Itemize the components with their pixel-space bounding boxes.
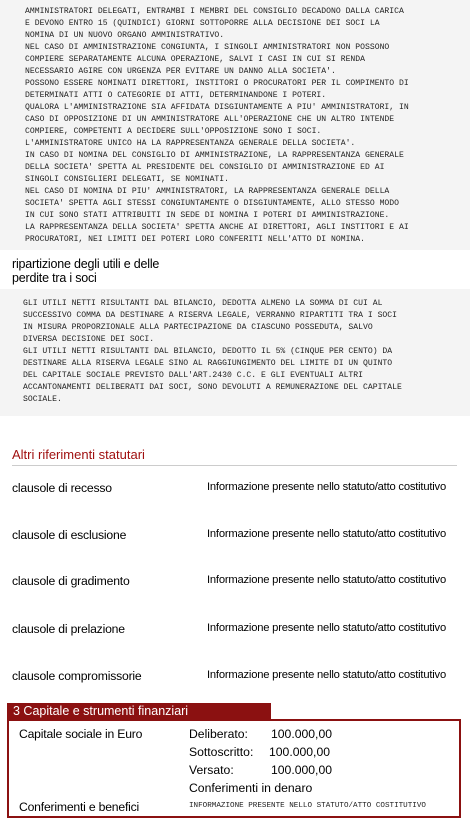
riparto-heading-line2: perdite tra i soci [12, 271, 97, 285]
versato-value: 100.000,00 [271, 763, 332, 777]
text-line: DELLA SOCIETA' SPETTA AL PRESIDENTE DEL CONSIGLIO DI AMMINISTRAZIONE ED AI [25, 163, 385, 172]
text-line: AMMINISTRATORI DELEGATI, ENTRAMBI I MEMBRI DEL CONSIGLIO DECADONO DALLA CARICA [25, 7, 404, 16]
text-line: NEL CASO DI NOMINA DI PIU' AMMINISTRATORI, LA RAPPRESENTANZA GENERALE DELLA [25, 187, 390, 196]
altri-riferimenti-title: Altri riferimenti statutari [12, 447, 457, 466]
capitale-sociale-label: Capitale sociale in Euro [19, 727, 143, 741]
text-line: POSSONO ESSERE NOMINATI DIRETTORI, INSTITORI O PROCURATORI PER IL COMPIMENTO DI [25, 79, 409, 88]
clause-label: clausole di esclusione [12, 528, 127, 542]
capitale-box [7, 719, 461, 818]
conferimenti-benefici-value: INFORMAZIONE PRESENTE NELLO STATUTO/ATTO COSTITUTIVO [189, 802, 426, 810]
clause-label: clausole compromissorie [12, 669, 142, 683]
text-line: GLI UTILI NETTI RISULTANTI DAL BILANCIO, DEDOTTA ALMENO LA SOMMA DI CUI AL [23, 299, 383, 308]
clause-label: clausole di prelazione [12, 622, 125, 636]
text-line: IN CUI SONO STATI ATTRIBUITI IN SEDE DI NOMINA I POTERI DI AMMINISTRAZIONE. [25, 211, 390, 220]
clause-row-esclusione [0, 528, 470, 548]
clause-value: Informazione presente nello statuto/atto costitutivo [207, 669, 446, 681]
text-line: IN CASO DI NOMINA DEL CONSIGLIO DI AMMINISTRAZIONE, LA RAPPRESENTANZA GENERALE [25, 151, 404, 160]
text-line: DEL CAPITALE SOCIALE PREVISTO DALL'ART.2430 C.C. E GLI EVENTUALI ALTRI [23, 371, 363, 380]
text-line: E DEVONO ENTRO 15 (QUINDICI) GIORNI SOTTOPORRE ALLA DECISIONE DEI SOCI LA [25, 19, 380, 28]
text-line: SINGOLI CONSIGLIERI DELEGATI, SE NOMINATI. [25, 175, 229, 184]
deliberato-value: 100.000,00 [271, 727, 332, 741]
text-line: DETERMINATI ATTI O CATEGORIE DI ATTI, DETERMINANDONE I POTERI. [25, 91, 327, 100]
riparto-text-block [0, 289, 470, 416]
riparto-heading [12, 257, 212, 285]
text-line: QUALORA L'AMMINISTRAZIONE SIA AFFIDATA DISGIUNTAMENTE A PIU' AMMINISTRATORI, IN [25, 103, 409, 112]
clause-row-compromissorie [0, 669, 470, 689]
clause-row-gradimento [0, 574, 470, 594]
text-line: SOCIALE. [23, 395, 62, 404]
versato-key: Versato: [189, 763, 234, 777]
deliberato-key: Deliberato: [189, 727, 248, 741]
conferimenti-denaro: Conferimenti in denaro [189, 781, 313, 795]
text-line: DESTINARE ALLA RISERVA LEGALE SINO AL RAGGIUNGIMENTO DEL LIMITE DI UN QUINTO [23, 359, 393, 368]
conferimenti-benefici-label: Conferimenti e benefici [19, 800, 140, 814]
text-line: DIVERSA DECISIONE DEI SOCI. [23, 335, 155, 344]
text-line: LA RAPPRESENTANZA DELLA SOCIETA' SPETTA ANCHE AI DIRETTORI, AGLI INSTITORI E AI [25, 223, 409, 232]
clause-label: clausole di gradimento [12, 574, 130, 588]
text-line: CASO DI OPPOSIZIONE DI UN AMMINISTRATORE ALL'OPERAZIONE CHE UN ALTRO INTENDE [25, 115, 395, 124]
text-line: NOMINA DI UN NUOVO ORGANO AMMINISTRATIVO. [25, 31, 225, 40]
text-line: COMPIERE, COMPETENTI A DECIDERE SULL'OPPOSIZIONE SONO I SOCI. [25, 127, 322, 136]
clause-value: Informazione presente nello statuto/atto costitutivo [207, 574, 446, 586]
clause-value: Informazione presente nello statuto/atto costitutivo [207, 528, 446, 540]
clause-row-recesso [0, 481, 470, 501]
riparto-heading-line1: ripartizione degli utili e delle [12, 257, 160, 271]
sottoscritto-value: 100.000,00 [269, 745, 330, 759]
text-line: SOCIETA' SPETTA AGLI STESSI CONGIUNTAMENTE O DISGIUNTAMENTE, ALLO STESSO MODO [25, 199, 399, 208]
clause-value: Informazione presente nello statuto/atto costitutivo [207, 622, 446, 634]
text-line: SUCCESSIVO COMMA DA DESTINARE A RISERVA LEGALE, VERRANNO RIPARTITI TRA I SOCI [23, 311, 397, 320]
text-line: COMPIERE SEPARATAMENTE ALCUNA OPERAZIONE, SALVI I CASI IN CUI SI RENDA [25, 55, 365, 64]
text-line: NEL CASO DI AMMINISTRAZIONE CONGIUNTA, I SINGOLI AMMINISTRATORI NON POSSONO [25, 43, 390, 52]
text-line: L'AMMINISTRATORE UNICO HA LA RAPPRESENTANZA GENERALE DELLA SOCIETA'. [25, 139, 356, 148]
text-line: GLI UTILI NETTI RISULTANTI DAL BILANCIO, DEDOTTO IL 5% (CINQUE PER CENTO) DA [23, 347, 393, 356]
clause-row-prelazione [0, 622, 470, 642]
text-line: IN MISURA PROPORZIONALE ALLA PARTECIPAZIONE DA CIASCUNO POSSEDUTA, SALVO [23, 323, 373, 332]
clause-value: Informazione presente nello statuto/atto costitutivo [207, 481, 446, 493]
text-line: ACCANTONAMENTI DELIBERATI DAI SOCI, SONO DEVOLUTI A REMUNERAZIONE DEL CAPITALE [23, 383, 402, 392]
sottoscritto-key: Sottoscritto: [189, 745, 254, 759]
amministrazione-text-block [0, 0, 470, 250]
text-line: PROCURATORI, NEI LIMITI DEI POTERI LORO CONFERITI NELL'ATTO DI NOMINA. [25, 235, 365, 244]
capitale-section-header: 3 Capitale e strumenti finanziari [7, 703, 271, 719]
text-line: NECESSARIO AGIRE CON URGENZA PER EVITARE UN DANNO ALLA SOCIETA'. [25, 67, 336, 76]
clause-label: clausole di recesso [12, 481, 112, 495]
